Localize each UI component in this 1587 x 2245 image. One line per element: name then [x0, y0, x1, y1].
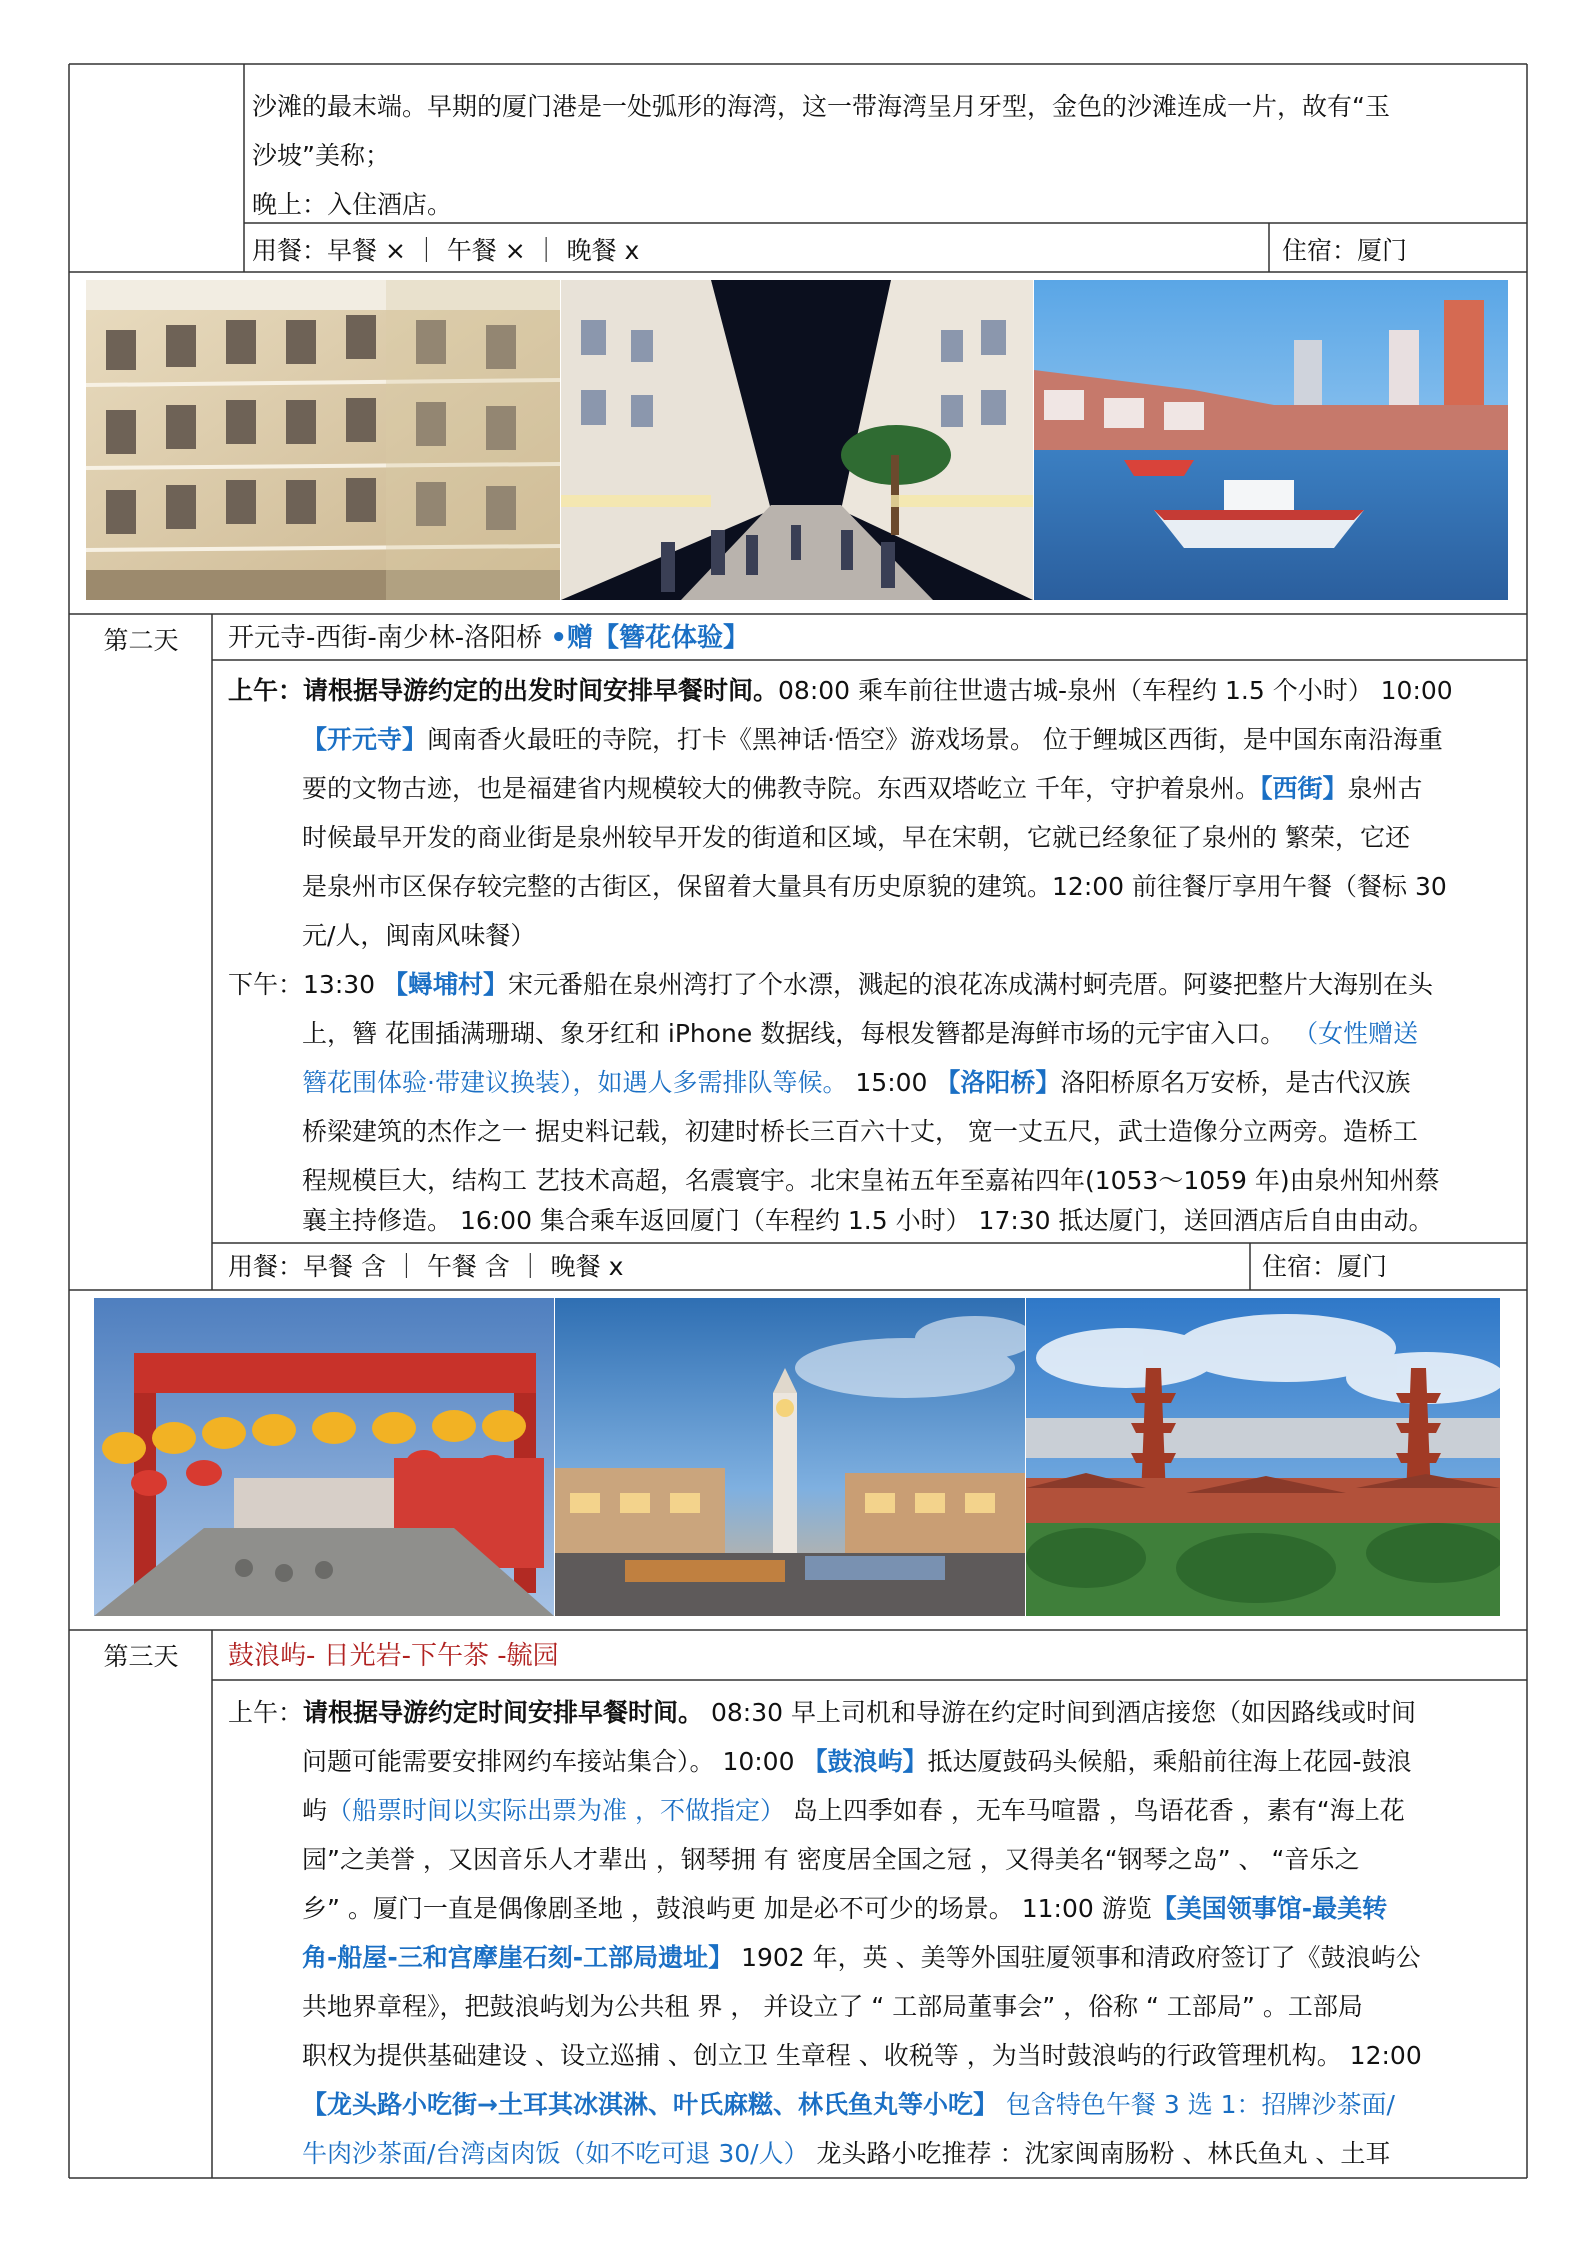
photo-xunpu-gate	[94, 1298, 554, 1616]
day2-pm-line-1	[228, 960, 1433, 1009]
lodging-day2: 住宿：厦门	[1262, 1252, 1388, 1281]
day3-am-l10b: 龙头路小吃推荐 ：沈家闽南肠粉 、林氏鱼丸 、土耳	[808, 2139, 1391, 2168]
day2-am-l3b: 泉州古	[1347, 774, 1423, 803]
day2-title	[228, 614, 749, 663]
lodging-day1: 住宿：厦门	[1282, 236, 1408, 265]
day2-pm-l3a: 15:00	[847, 1068, 936, 1097]
day2-am-line-5: 是泉州市区保存较完整的古街区，保留着大量具有历史原貌的建筑。12:00 前往餐厅享用午餐（餐标 30	[302, 872, 1447, 901]
photo-harbor-boats	[1034, 280, 1508, 600]
day2-am-l2: 闽南香火最旺的寺院，打卡《黑神话·悟空》游戏场景。 位于鲤城区西街，是中国东南沿海重	[427, 725, 1443, 754]
day2-pm-line-3	[302, 1058, 1410, 1107]
day3-am-l5a: 乡” 。厦门一直是偶像剧圣地 ，鼓浪屿更 加是必不可少的场景。 11:00 游览	[302, 1894, 1152, 1923]
day3-am-line-10	[302, 2129, 1390, 2178]
day3-am-line-3	[302, 1786, 1405, 1835]
day3-am-bold: 请根据导游约定时间安排早餐时间。	[303, 1698, 704, 1727]
photo-clock-tower-street	[555, 1298, 1025, 1616]
xunpu-village-tag: 【蟳埔村】	[383, 970, 509, 999]
day3-am-prefix: 上午：	[228, 1698, 304, 1727]
day2-route: 开元寺-西街-南少林-洛阳桥	[228, 623, 543, 653]
intro-line-1: 沙滩的最末端。早期的厦门港是一处弧形的海湾，这一带海湾呈月牙型，金色的沙滩连成一片，故有“玉	[252, 92, 1390, 121]
day3-am-line-4: 园”之美誉 ，又因音乐人才辈出 ，钢琴拥 有 密度居全国之冠 ，又得美名“钢琴之岛” 、 “音乐之	[302, 1845, 1360, 1874]
photo-arcade-buildings	[86, 280, 560, 600]
day2-pm-l3b: 洛阳桥原名万安桥，是古代汉族	[1060, 1068, 1411, 1097]
day2-pm-l1b: 宋元番船在泉州湾打了个水漂，溅起的浪花冻成满村蚵壳厝。阿婆把整片大海别在头	[508, 970, 1434, 999]
day3-am-line-7: 共地界章程》，把鼓浪屿划为公共租 界 ， 并设立了 “ 工部局董事会” ，俗称 “ 工部局” 。工部局	[302, 1992, 1363, 2021]
west-street-tag: 【西街】	[1259, 774, 1348, 803]
day2-pm-line-2	[302, 1009, 1418, 1058]
day3-am-l3b: 岛上四季如春 ，无车马喧嚣 ，鸟语花香 ，素有“海上花	[784, 1796, 1405, 1825]
ferry-note: （船票时间以实际出票为准 ，不做指定）	[327, 1796, 785, 1825]
day3-am-l3a: 屿	[302, 1796, 328, 1825]
day3-am-l1: 08:30 早上司机和导游在约定时间到酒店接您（如因路线或时间	[703, 1698, 1416, 1727]
day2-am-prefix: 上午：	[228, 676, 304, 705]
day2-pm-line-5: 程规模巨大，结构工 艺技术高超，名震寰宇。北宋皇祐五年至嘉祐四年(1053～1059 年)由泉州知州蔡	[302, 1166, 1440, 1195]
day3-am-line-9	[302, 2080, 1395, 2129]
day2-am-l1: 08:00 乘车前往世遗古城-泉州（车程约 1.5 个小时） 10:00	[778, 676, 1453, 705]
intro-line-2: 沙坡”美称；	[252, 141, 390, 170]
lunch-options-note: 牛肉沙茶面/台湾卤肉饭（如不吃可退 30/人）	[302, 2139, 809, 2168]
day2-pm-l2a: 上，簪 花围插满珊瑚、象牙红和 iPhone 数据线，每根发簪都是海鲜市场的元宇宙入口。	[302, 1019, 1286, 1048]
day2-pm-line-4: 桥梁建筑的杰作之一 据史料记载，初建时桥长三百六十丈， 宽一丈五尺，武士造像分立两旁。造桥工	[302, 1117, 1418, 1146]
day2-pm-l1a: 13:30	[303, 970, 384, 999]
meals-day2: 用餐：早餐 含 ｜ 午餐 含 ｜ 晚餐 x	[228, 1252, 624, 1281]
day2-am-bold: 请根据导游约定的出发时间安排早餐时间。	[303, 676, 779, 705]
longtou-road-tag: 【龙头路小吃街→土耳其冰淇淋、叶氏麻糍、林氏鱼丸等小吃】	[302, 2090, 998, 2119]
day2-gift: •赠【簪花体验】	[550, 623, 750, 653]
kaiyuan-temple-tag: 【开元寺】	[302, 725, 428, 754]
day3-label: 第三天	[103, 1642, 179, 1671]
day2-pm-line-6: 襄主持修造。 16:00 集合乘车返回厦门（车程约 1.5 小时） 17:30 抵达厦门，送回酒店后自由由动。	[302, 1206, 1434, 1235]
day3-am-line-2	[302, 1737, 1412, 1786]
lunch-choice-note: 包含特色午餐 3 选 1：招牌沙茶面/	[997, 2090, 1395, 2119]
day3-am-l6b: 1902 年，英 、美等外国驻厦领事和清政府签订了《鼓浪屿公	[733, 1943, 1421, 1972]
luoyang-bridge-tag: 【洛阳桥】	[935, 1068, 1061, 1097]
day2-am-l3a: 要的文物古迹，也是福建省内规模较大的佛教寺院。东西双塔屹立 千年，守护着泉州。	[302, 774, 1260, 803]
photo-twin-pagodas	[1026, 1298, 1500, 1616]
day2-label: 第二天	[103, 626, 179, 655]
meals-day1: 用餐：早餐 × ｜ 午餐 × ｜ 晚餐 x	[252, 236, 640, 265]
day2-am-line-1	[228, 666, 1453, 715]
photo-night-street	[561, 280, 1033, 600]
day2-pm-l3-note: 簪花围体验·带建议换装），如遇人多需排队等候。	[302, 1068, 848, 1097]
day2-pm-l2-note: （女性赠送	[1285, 1019, 1419, 1048]
consulate-tag-end: 角-船屋-三和宫摩崖石刻-工部局遗址】	[302, 1943, 734, 1972]
day3-title: 鼓浪屿- 日光岩-下午茶 -毓园	[228, 1641, 559, 1671]
consulate-tag-start: 【美国领事馆-最美转	[1151, 1894, 1388, 1923]
day2-pm-prefix: 下午：	[228, 970, 304, 999]
intro-line-3: 晚上：入住酒店。	[252, 190, 453, 219]
day3-am-line-8: 职权为提供基础建设 、设立巡捕 、创立卫 生章程 、收税等 ，为当时鼓浪屿的行政管理机构。 12:00	[302, 2041, 1422, 2070]
day3-am-l2b: 抵达厦鼓码头候船，乘船前往海上花园-鼓浪	[927, 1747, 1412, 1776]
day2-am-line-2	[302, 715, 1443, 764]
gulangyu-tag: 【鼓浪屿】	[802, 1747, 928, 1776]
day2-am-line-3	[302, 764, 1422, 813]
day3-am-line-1	[228, 1688, 1416, 1737]
day3-am-line-5	[302, 1884, 1387, 1933]
day3-am-line-6	[302, 1933, 1421, 1982]
day2-am-line-4: 时候最早开发的商业街是泉州较早开发的街道和区域，早在宋朝，它就已经象征了泉州的 繁荣，它还	[302, 823, 1410, 852]
day2-am-line-6: 元/人，闽南风味餐）	[302, 921, 536, 950]
day3-am-l2a: 问题可能需要安排网约车接站集合）。 10:00	[302, 1747, 803, 1776]
